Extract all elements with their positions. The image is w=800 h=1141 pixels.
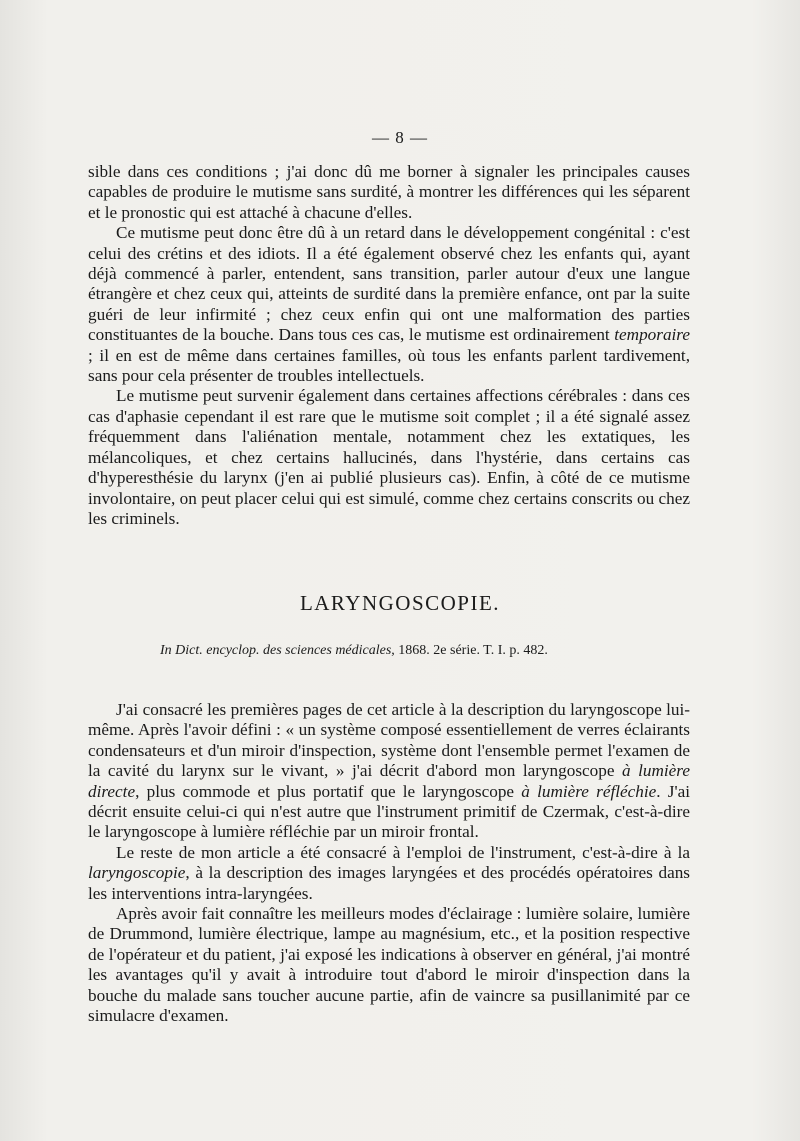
article-paragraph-1-part-a: J'ai consacré les premières pages de cet article à la description du laryngoscope lui-même. Après l'avoir défini : « un système composé essentiellement de verres éclairants condensateurs et d'un miroir d'inspection, système dont l'ensemble permet l'examen de la cavité du larynx sur le vivant, » j'ai décrit d'abord mon laryngoscope	[88, 700, 690, 781]
page-number: — 8 —	[372, 128, 428, 147]
article-paragraph-1-part-c: . J'ai décrit ensuite celui-ci qui n'est autre que l'instrument primitif de Czermak, c'est-à-dire le laryngoscope à lumière réfléchie par un miroir frontal.	[88, 781, 690, 842]
article-paragraph-2-emphasis: laryngoscopie	[88, 863, 186, 883]
article-paragraph-2-part-b: , à la description des images laryngées et des procédés opératoires dans les interventions intra-laryngées.	[88, 863, 690, 903]
article-paragraph-3: Après avoir fait connaître les meilleurs modes d'éclairage : lumière solaire, lumière de Drummond, lumière électrique, lampe au magnésium, etc., et la position respective de l'opérateur et du patient, j'ai exposé les indications à observer en général, j'ai montré les avantages qu'il y avait à introduire tout d'abord le miroir d'inspection dans la bouche du malade sans toucher aucune partie, afin de vaincre sa pusillanimité par ce simulacre d'examen.	[88, 904, 690, 1026]
article-paragraph-1	[88, 700, 690, 843]
article-paragraph-1-part-b: , plus commode et plus portatif que le laryngoscope	[135, 781, 522, 801]
intro-paragraph-1: sible dans ces conditions ; j'ai donc dû me borner à signaler les principales causes capables de produire le mutisme sans surdité, à montrer les différences qui les séparent et le pronostic qui est attaché à chacune d'elles.	[88, 162, 690, 222]
article-paragraph-1-emphasis-2: à lumière réfléchie	[521, 781, 657, 801]
citation-source: In Dict. encyclop. des sciences médicales	[160, 643, 392, 658]
article-text	[88, 700, 690, 1027]
section-title: LARYNGOSCOPIE.	[299, 591, 501, 615]
intro-paragraph-2-emphasis: temporaire	[614, 325, 690, 345]
intro-paragraph-3: Le mutisme peut survenir également dans certaines affections cérébrales : dans ces cas d'aphasie cependant il est rare que le mutisme soit complet ; il a été signalé assez fréquemment dans l'aliénation mentale, notamment chez les extatiques, les mélancoliques, et chez certains hallucinés, dans l'hystérie, dans certains cas d'hyperesthésie du larynx (j'en ai publié plusieurs cas). Enfin, à côté de ce mutisme involontaire, on peut placer celui qui est simulé, comme chez certains conscrits ou chez les criminels.	[88, 386, 690, 528]
article-paragraph-2-part-a: Le reste de mon article a été consacré à l'emploi de l'instrument, c'est-à-dire à la	[116, 842, 690, 862]
intro-paragraph-2-part-b: ; il en est de même dans certaines familles, où tous les enfants parlent tardivement, sans pour cela présenter de troubles intellectuels.	[88, 345, 690, 386]
intro-text	[88, 162, 690, 529]
article-paragraph-2	[88, 843, 690, 904]
intro-paragraph-2	[88, 223, 690, 386]
article-paragraph-1-emphasis-1: à lumière directe	[88, 761, 690, 801]
citation	[160, 642, 680, 660]
citation-details: , 1868. 2e série. T. I. p. 482.	[391, 643, 548, 658]
intro-paragraph-2-part-a: Ce mutisme peut donc être dû à un retard dans le développement congénital : c'est celui des crétins et des idiots. Il a été également observé chez les enfants qui, ayant déjà commencé à parler, entendent, sans transition, parler autour d'eux une langue étrangère et chez ceux qui, atteints de surdité dans la première enfance, ont par la suite guéri de leur infirmité ; chez ceux enfin qui ont une malformation des parties constituantes de la bouche. Dans tous ces cas, le mutisme est ordinairement	[88, 223, 690, 345]
